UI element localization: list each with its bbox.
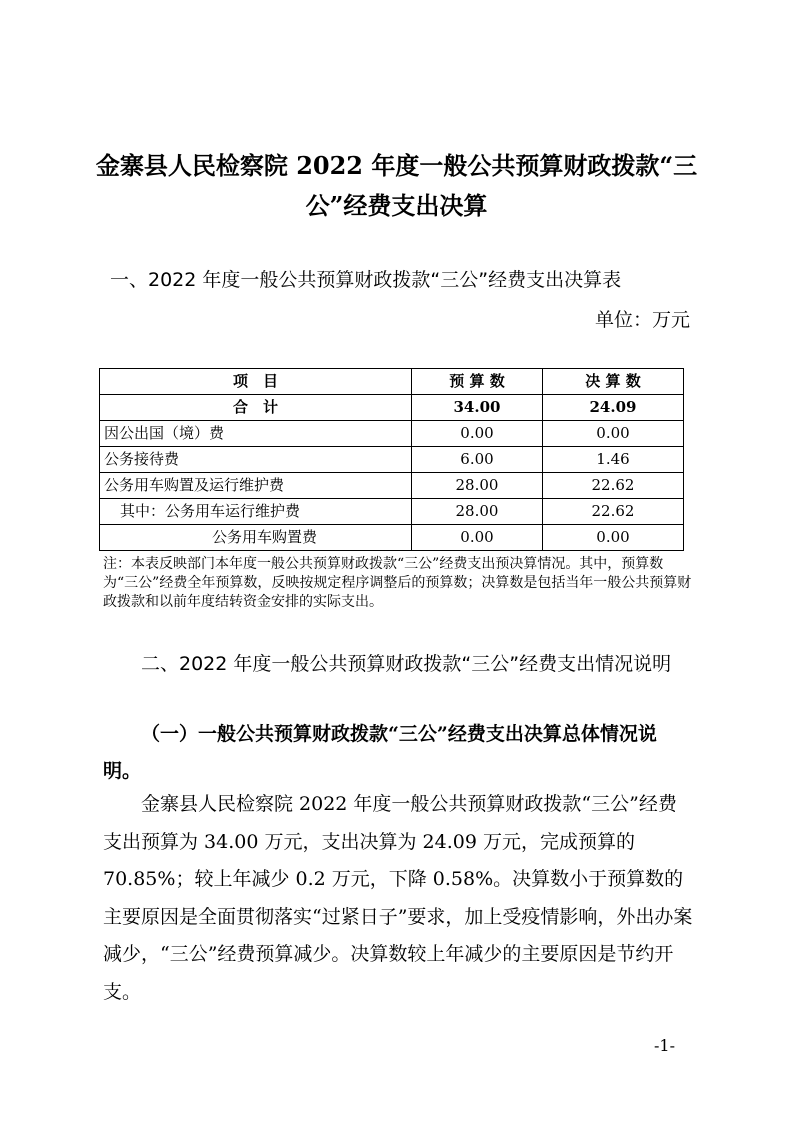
row-budget: 28.00 [412, 499, 543, 525]
row-actual: 22.62 [543, 499, 684, 525]
table-note: 注：本表反映部门本年度一般公共预算财政拨款“三公”经费支出预决算情况。其中，预算数为“三公”经费全年预算数，反映按规定程序调整后的预算数；决算数是包括当年一般公共预算财政拨款和以前年度结转资金安排的实际支出。 [103, 556, 692, 610]
row-actual: 0.00 [543, 421, 684, 447]
page-number: -1- [654, 1036, 675, 1055]
row-budget: 28.00 [412, 473, 543, 499]
table-row [100, 421, 684, 447]
section2-heading: 二、2022 年度一般公共预算财政拨款“三公”经费支出情况说明 [141, 653, 672, 675]
row-budget: 0.00 [412, 525, 543, 551]
row-label: 其中：公务用车运行维护费 [100, 499, 412, 525]
table-row [100, 473, 684, 499]
unit-label: 单位：万元 [594, 309, 690, 331]
table-row-total [100, 395, 684, 421]
row-budget: 6.00 [412, 447, 543, 473]
subsection1-heading: （一）一般公共预算财政拨款“三公”经费支出决算总体情况说明。 [103, 723, 657, 782]
row-actual: 22.62 [543, 473, 684, 499]
row-budget: 0.00 [412, 421, 543, 447]
header-budget: 预 算 数 [412, 369, 543, 395]
body-paragraph: 金寨县人民检察院 2022 年度一般公共预算财政拨款“三公”经费支出预算为 34.00 万元，支出决算为 24.09 万元，完成预算的 70.85%；较上年减少 0.2 万元，下降 0.58%。决算数小于预算数的主要原因是全面贯彻落实“过紧日子”要求，加上受疫情影响，外出办案减少，“三公”经费预算减少。决算数较上年减少的主要原因是节约开支。 [103, 793, 693, 1003]
row-label: 公务接待费 [100, 447, 412, 473]
header-actual: 决 算 数 [543, 369, 684, 395]
section1-heading: 一、2022 年度一般公共预算财政拨款“三公”经费支出决算表 [110, 269, 622, 291]
row-label: 公务用车购置及运行维护费 [100, 473, 412, 499]
table-row [100, 525, 684, 551]
total-label: 合 计 [100, 395, 412, 421]
table-header-row [100, 369, 684, 395]
total-actual: 24.09 [543, 395, 684, 421]
header-item: 项 目 [100, 369, 412, 395]
table-row [100, 447, 684, 473]
row-actual: 0.00 [543, 525, 684, 551]
document-title: 金寨县人民检察院 2022 年度一般公共预算财政拨款“三公”经费支出决算 [95, 151, 698, 220]
row-label: 公务用车购置费 [100, 525, 412, 551]
budget-table [99, 368, 684, 551]
total-budget: 34.00 [412, 395, 543, 421]
row-actual: 1.46 [543, 447, 684, 473]
table-row [100, 499, 684, 525]
row-label: 因公出国（境）费 [100, 421, 412, 447]
